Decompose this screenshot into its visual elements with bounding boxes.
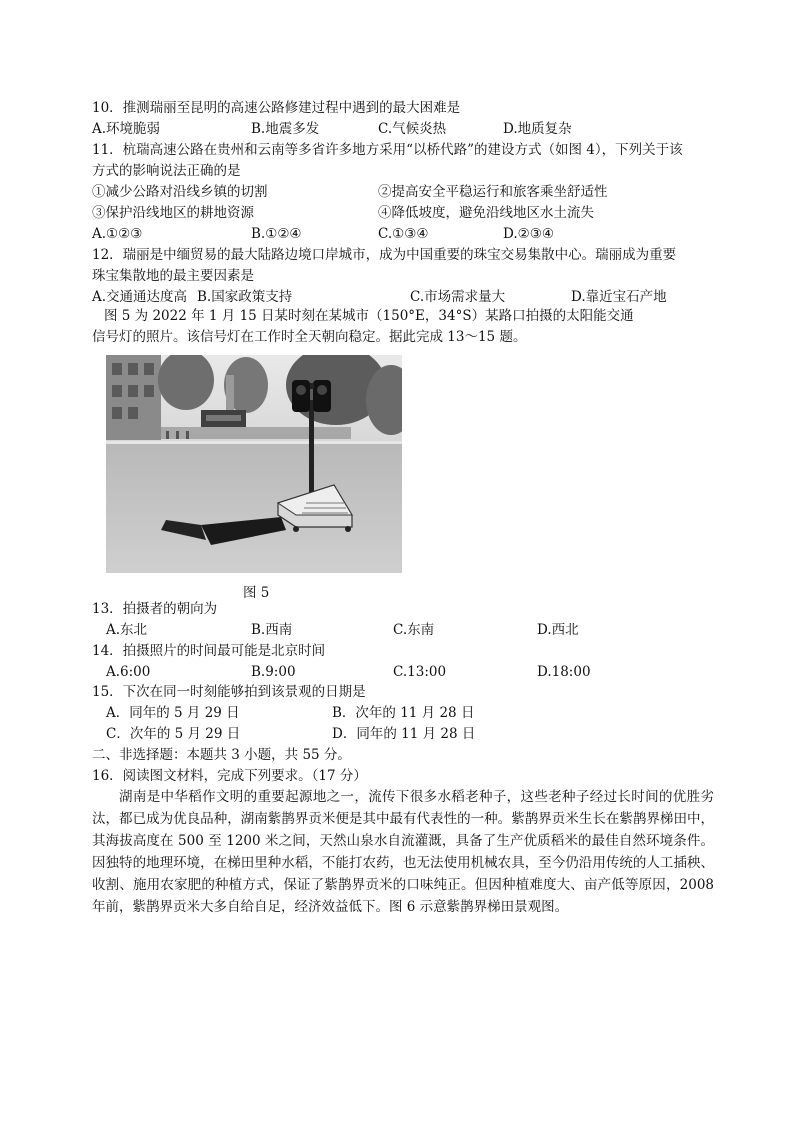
q13-option-d: D.西北: [537, 622, 579, 638]
q15-option-d: D．同年的 11 月 28 日: [332, 726, 476, 742]
q11-stem-line1: 11．杭瑞高速公路在贵州和云南等多省许多地方采用“以桥代路”的建设方式（如图 4），下列关于该: [92, 142, 683, 158]
q10-option-d: D.地质复杂: [503, 121, 572, 137]
q14-option-d: D.18:00: [537, 664, 591, 680]
q11-option-d: D.②③④: [503, 226, 554, 242]
q16-passage: 湖南是中华稻作文明的重要起源地之一，流传下很多水稻老种子，这些老种子经过长时间的优胜劣汰，都已成为优良品种，湖南紫鹊界贡米便是其中最有代表性的一种。紫鹊界贡米生长在紫鹊界梯田中，其海拔高度在 500 至 1200 米之间，天然山泉水自流灌溉，具备了生产优质稻米的最佳自然环境条件。因独特的地理环境，在梯田里种水稻，不能打农药，也无法使用机械农具，至今仍沿用传统的人工插秧、收割、施用农家肥的种植方式，保证了紫鹊界贡米的口味纯正。但因种植难度大、亩产低等原因，2008 年前，紫鹊界贡米大多自给自足，经济效益低下。图 6 示意紫鹊界梯田景观图。: [92, 789, 714, 915]
q12-stem-line2: 珠宝集散地的最主要因素是: [92, 268, 254, 284]
q14-option-c: C.13:00: [393, 664, 447, 680]
q11-statement-1: ①减少公路对沿线乡镇的切割: [92, 184, 268, 200]
q15-option-a: A．同年的 5 月 29 日: [106, 705, 240, 721]
q16-stem: 16．阅读图文材料，完成下列要求。（17 分）: [92, 768, 367, 784]
q11-statement-4: ④降低坡度，避免沿线地区水土流失: [378, 205, 594, 221]
q15-option-b: B．次年的 11 月 28 日: [332, 705, 475, 721]
q13-option-c: C.东南: [393, 622, 435, 638]
q12-option-b: B.国家政策支持: [197, 289, 293, 305]
q13-option-b: B.西南: [251, 622, 293, 638]
q10-option-c: C.气候炎热: [378, 121, 447, 137]
q15-option-c: C．次年的 5 月 29 日: [106, 726, 241, 742]
q11-option-b: B.①②④: [251, 226, 302, 242]
q10-option-a: A.环境脆弱: [92, 121, 161, 137]
q12-option-d: D.靠近宝石产地: [571, 289, 667, 305]
q14-option-b: B.9:00: [251, 664, 296, 680]
q10-option-b: B.地震多发: [251, 121, 320, 137]
q11-option-a: A.①②③: [92, 226, 143, 242]
q15-stem: 15．下次在同一时刻能够拍到该景观的日期是: [92, 684, 366, 700]
q12-stem-line1: 12．瑞丽是中缅贸易的最大陆路边境口岸城市，成为中国重要的珠宝交易集散中心。瑞丽成为重要: [92, 247, 677, 263]
q14-option-a: A.6:00: [106, 664, 151, 680]
q12-option-a: A.交通通达度高: [92, 289, 188, 305]
q11-statement-2: ②提高安全平稳运行和旅客乘坐舒适性: [378, 184, 608, 200]
section-2-title: 二、非选择题：本题共 3 小题，共 55 分。: [92, 747, 351, 763]
q13-option-a: A.东北: [106, 622, 148, 638]
q14-stem: 14．拍摄照片的时间最可能是北京时间: [92, 643, 326, 659]
q11-stem-line2: 方式的影响说法正确的是: [92, 163, 241, 179]
q11-option-c: C.①③④: [378, 226, 429, 242]
traffic-signal-photo: [106, 355, 402, 573]
q12-option-c: C.市场需求量大: [410, 289, 506, 305]
q11-statement-3: ③保护沿线地区的耕地资源: [92, 205, 254, 221]
q10-stem: 10．推测瑞丽至昆明的高速公路修建过程中遇到的最大困难是: [92, 100, 461, 116]
figure-5-caption: 图 5: [243, 585, 270, 601]
q13-stem: 13．拍摄者的朝向为: [92, 601, 218, 617]
intro-line2: 信号灯的照片。该信号灯在工作时全天朝向稳定。据此完成 13～15 题。: [92, 329, 527, 345]
intro-line1: 图 5 为 2022 年 1 月 15 日某时刻在某城市（150°E，34°S）某路口拍摄的太阳能交通: [104, 308, 634, 324]
